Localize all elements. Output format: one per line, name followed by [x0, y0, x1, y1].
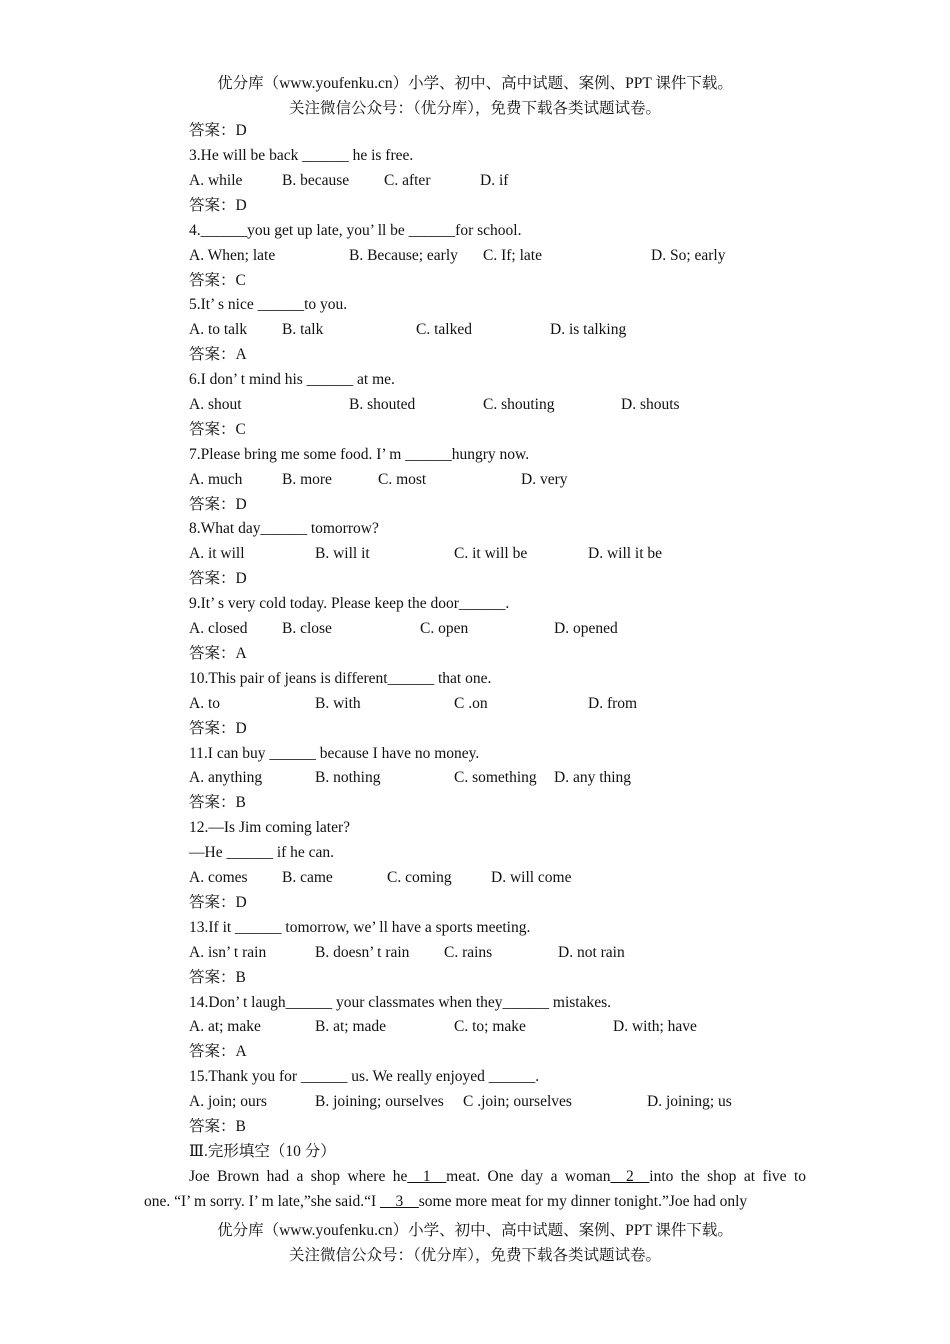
answer-option: D. shouts — [621, 396, 680, 413]
question-stem: 15.Thank you for ______ us. We really enjoyed ______. — [189, 1068, 540, 1085]
answer-option: B. Because; early — [349, 247, 458, 264]
answer-option: B. joining; ourselves — [315, 1093, 444, 1110]
question-stem: 11.I can buy ______ because I have no money. — [189, 745, 480, 762]
answer-option: D. if — [480, 172, 509, 189]
answer-option: B. more — [282, 471, 332, 488]
answer-option: B. came — [282, 869, 333, 886]
answer-option: A. comes — [189, 869, 248, 886]
answer-key: 答案：B — [189, 1118, 246, 1135]
answer-option: A. much — [189, 471, 243, 488]
answer-option: D. any thing — [554, 769, 632, 786]
answer-key: 答案：C — [189, 421, 246, 438]
answer-option: A. it will — [189, 545, 245, 562]
answer-option: A. anything — [189, 769, 263, 786]
answer-option: D. with; have — [613, 1018, 697, 1035]
answer-option: B. with — [315, 695, 361, 712]
header-line-2: 关注微信公众号：（优分库），免费下载各类试题试卷。 — [288, 100, 661, 117]
question-stem: 3.He will be back ______ he is free. — [189, 147, 414, 164]
answer-key: 答案：D — [189, 197, 247, 214]
question-stem: 7.Please bring me some food. I’ m ______hungry now. — [189, 446, 530, 463]
answer-option: A. to — [189, 695, 220, 712]
footer-line-2: 关注微信公众号：（优分库），免费下载各类试题试卷。 — [288, 1247, 661, 1264]
answer-option: C. open — [420, 620, 469, 637]
answer-option: C. most — [378, 471, 427, 488]
cloze-blank-1: __1__ — [407, 1168, 447, 1185]
question-stem: 6.I don’ t mind his ______ at me. — [189, 371, 395, 388]
question-stem: 4.______you get up late, you’ ll be ______for school. — [189, 222, 522, 239]
answer-option: C. it will be — [454, 545, 528, 562]
answer-option: C. talked — [416, 321, 472, 338]
answer-key: 答案：A — [189, 346, 247, 363]
answer-option: D. opened — [554, 620, 618, 637]
answer-option: A. isn’ t rain — [189, 944, 267, 961]
header-line-1: 优分库（www.youfenku.cn）小学、初中、高中试题、案例、PPT 课件下载。 — [217, 75, 733, 92]
cloze-blank-2: __2__ — [610, 1168, 650, 1185]
answer-option: C. to; make — [454, 1018, 526, 1035]
answer-option: C. after — [384, 172, 431, 189]
answer-key: 答案：D — [189, 720, 247, 737]
answer-key: 答案：D — [189, 570, 247, 587]
answer-option: A. shout — [189, 396, 242, 413]
answer-key: 答案：B — [189, 794, 246, 811]
answer-option: C. rains — [444, 944, 493, 961]
answer-option: B. talk — [282, 321, 324, 338]
footer-line-1: 优分库（www.youfenku.cn）小学、初中、高中试题、案例、PPT 课件下载。 — [217, 1222, 733, 1239]
answer-option: C. shouting — [483, 396, 555, 413]
answer-option: D. joining; us — [647, 1093, 732, 1110]
answer-q2: 答案：D — [189, 122, 247, 139]
answer-option: D. So; early — [651, 247, 726, 264]
answer-option: A. When; late — [189, 247, 276, 264]
answer-option: B. doesn’ t rain — [315, 944, 410, 961]
answer-key: 答案：B — [189, 969, 246, 986]
answer-option: A. at; make — [189, 1018, 261, 1035]
answer-key: 答案：A — [189, 645, 247, 662]
question-stem: 9.It’ s very cold today. Please keep the door______. — [189, 595, 510, 612]
question-stem: 8.What day______ tomorrow? — [189, 520, 379, 537]
answer-option: B. will it — [315, 545, 370, 562]
question-stem: 5.It’ s nice ______to you. — [189, 296, 348, 313]
answer-option: A. join; ours — [189, 1093, 267, 1110]
answer-option: B. shouted — [349, 396, 416, 413]
answer-option: D. very — [521, 471, 568, 488]
question-stem: 14.Don’ t laugh______ your classmates when they______ mistakes. — [189, 994, 612, 1011]
answer-option: D. not rain — [558, 944, 625, 961]
answer-option: D. is talking — [550, 321, 627, 338]
answer-key: 答案：D — [189, 894, 247, 911]
answer-option: B. at; made — [315, 1018, 387, 1035]
answer-option: D. from — [588, 695, 638, 712]
question-stem: 10.This pair of jeans is different______ that one. — [189, 670, 492, 687]
answer-option: D. will come — [491, 869, 572, 886]
answer-option: B. nothing — [315, 769, 381, 786]
answer-option: A. to talk — [189, 321, 248, 338]
answer-option: C. coming — [387, 869, 452, 886]
question-stem: 13.If it ______ tomorrow, we’ ll have a sports meeting. — [189, 919, 531, 936]
answer-option: C .on — [454, 695, 488, 712]
answer-option: C .join; ourselves — [463, 1093, 572, 1110]
question-stem: 12.—Is Jim coming later? — [189, 819, 350, 836]
answer-key: 答案：C — [189, 272, 246, 289]
answer-key: 答案：A — [189, 1043, 247, 1060]
answer-option: B. because — [282, 172, 350, 189]
answer-key: 答案：D — [189, 496, 247, 513]
answer-option: B. close — [282, 620, 332, 637]
question-stem-reply: —He ______ if he can. — [189, 844, 335, 861]
cloze-paragraph-line-1: Joe Brown had a shop where he__1__meat. One day a woman__2__into the shop at five to — [189, 1168, 807, 1185]
answer-option: A. while — [189, 172, 243, 189]
section-3-title: Ⅲ.完形填空（10 分） — [189, 1143, 336, 1160]
answer-option: C. something — [454, 769, 537, 786]
cloze-blank-3: __3__ — [380, 1193, 419, 1210]
cloze-paragraph-line-2: one. “I’ m sorry. I’ m late,”she said.“I __3__some more meat for my dinner tonight.”Joe had only — [144, 1193, 748, 1210]
answer-option: D. will it be — [588, 545, 663, 562]
answer-option: A. closed — [189, 620, 248, 637]
answer-option: C. If; late — [483, 247, 542, 264]
